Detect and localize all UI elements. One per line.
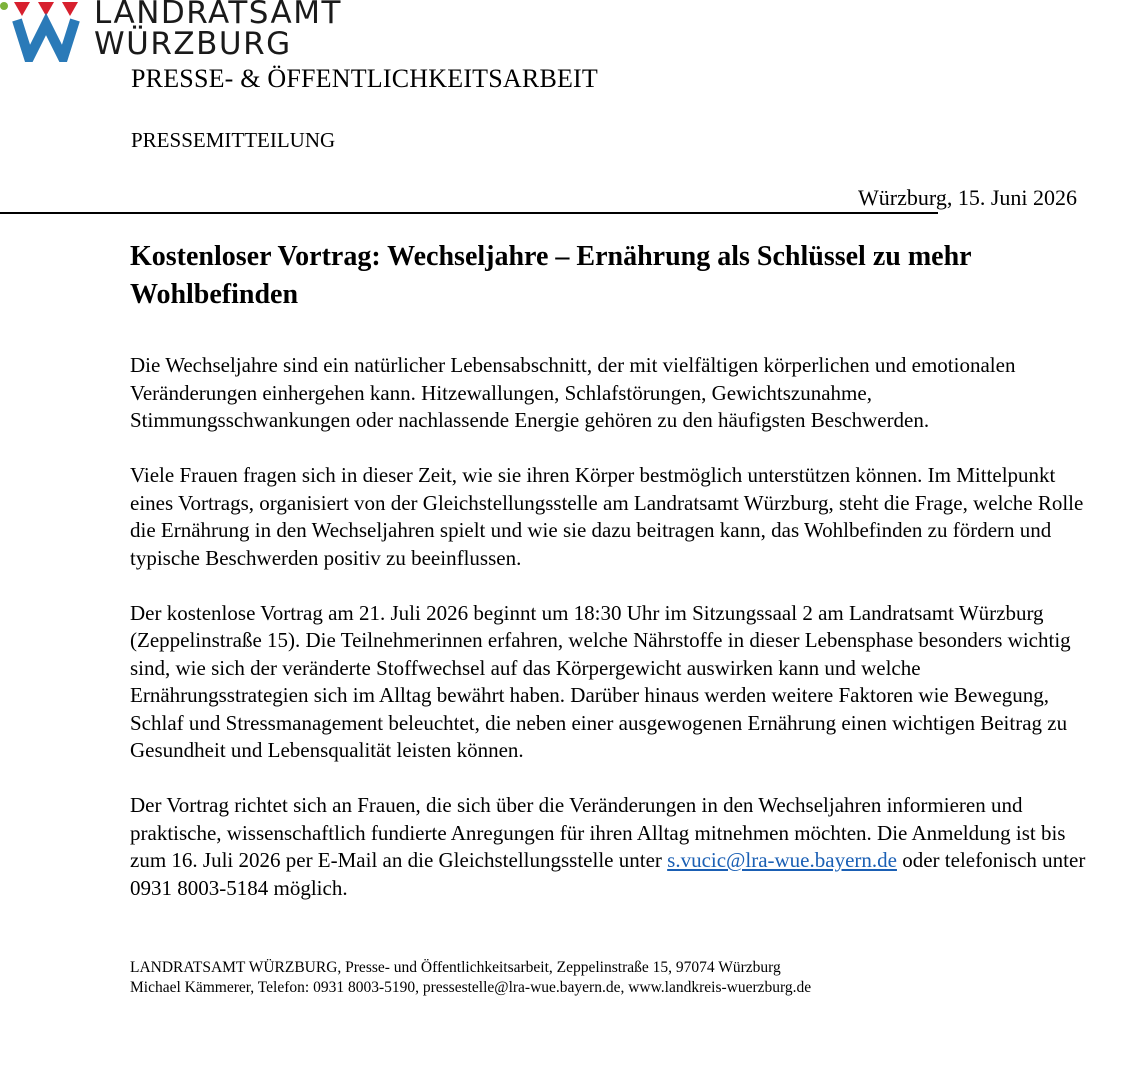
footer-address: LANDRATSAMT WÜRZBURG, Presse- und Öffentlichkeitsarbeit, Zeppelinstraße 15, 97074 Würzburg: [130, 959, 781, 976]
paragraph-4-text-before: Der Vortrag richtet sich an Frauen, die sich über die Veränderungen in den Wechseljahren informieren und praktische, wissenschaftlich fundierte Anregungen für ihren Alltag mitnehmen möchten. Die Anmeldung ist bis zum 16. Juli 2026 per E-Mail an die Gleichstellungsstelle unter: [130, 793, 1066, 872]
logo-green-dot: [0, 2, 8, 10]
logo-line-1: LANDRATSAMT: [94, 0, 342, 31]
document-type: PRESSEMITTEILUNG: [131, 128, 336, 152]
header-rule: [0, 212, 938, 214]
landratsamt-logo: [0, 0, 340, 62]
footer: [130, 958, 811, 998]
paragraph-4: [130, 792, 1090, 902]
press-release-body: [130, 352, 1090, 902]
logo-blue-w: [17, 20, 75, 58]
date-line: Würzburg, 15. Juni 2026: [858, 185, 1077, 210]
footer-contact: Michael Kämmerer, Telefon: 0931 8003-5190, pressestelle@lra-wue.bayern.de, www.landkreis-wuerzburg.de: [130, 979, 812, 996]
paragraph-1: Die Wechseljahre sind ein natürlicher Lebensabschnitt, der mit vielfältigen körperlichen und emotionalen Veränderungen einhergehen kann. Hitzewallungen, Schlafstörungen, Gewichtszunahme, Stimmungsschwankungen oder nachlassende Energie gehören zu den häufigsten Beschwerden.: [130, 353, 1016, 432]
paragraph-2: Viele Frauen fragen sich in dieser Zeit, wie sie ihren Körper bestmöglich unterstützen können. Im Mittelpunkt eines Vortrags, organisiert von der Gleichstellungsstelle am Landratsamt Würzburg, steht die Frage, welche Rolle die Ernährung in den Wechseljahren spielt und wie sie dazu beitragen kann, das Wohlbefinden zu fördern und typische Beschwerden positiv zu beeinflussen.: [130, 463, 1084, 570]
registration-email-link[interactable]: s.vucic@lra-wue.bayern.de: [667, 848, 897, 872]
department-title: PRESSE- & ÖFFENTLICHKEITSARBEIT: [131, 64, 599, 93]
logo-wordmark: [94, 0, 342, 60]
press-release-headline: Kostenloser Vortrag: Wechseljahre – Ernährung als Schlüssel zu mehr Wohlbefinden: [130, 241, 972, 310]
paragraph-4-text-after: oder telefonisch unter 0931 8003-5184 möglich.: [130, 848, 1086, 900]
logo-red-flag-1: [14, 2, 30, 16]
landratsamt-logo-icon: [0, 0, 90, 62]
logo-line-2: WÜRZBURG: [94, 26, 292, 62]
logo-red-flag-3: [62, 2, 78, 16]
paragraph-3: Der kostenlose Vortrag am 21. Juli 2026 beginnt um 18:30 Uhr im Sitzungssaal 2 am Landratsamt Würzburg (Zeppelinstraße 15). Die Teilnehmerinnen erfahren, welche Nährstoffe in dieser Lebensphase besonders wichtig sind, wie sich der veränderte Stoffwechsel auf das Körpergewicht auswirken kann und welche Ernährungsstrategien sich im Alltag bewährt haben. Darüber hinaus werden weitere Faktoren wie Bewegung, Schlaf und Stressmanagement beleuchtet, die neben einer ausgewogenen Ernährung einen wichtigen Beitrag zu Gesundheit und Lebensqualität leisten können.: [130, 600, 1071, 762]
